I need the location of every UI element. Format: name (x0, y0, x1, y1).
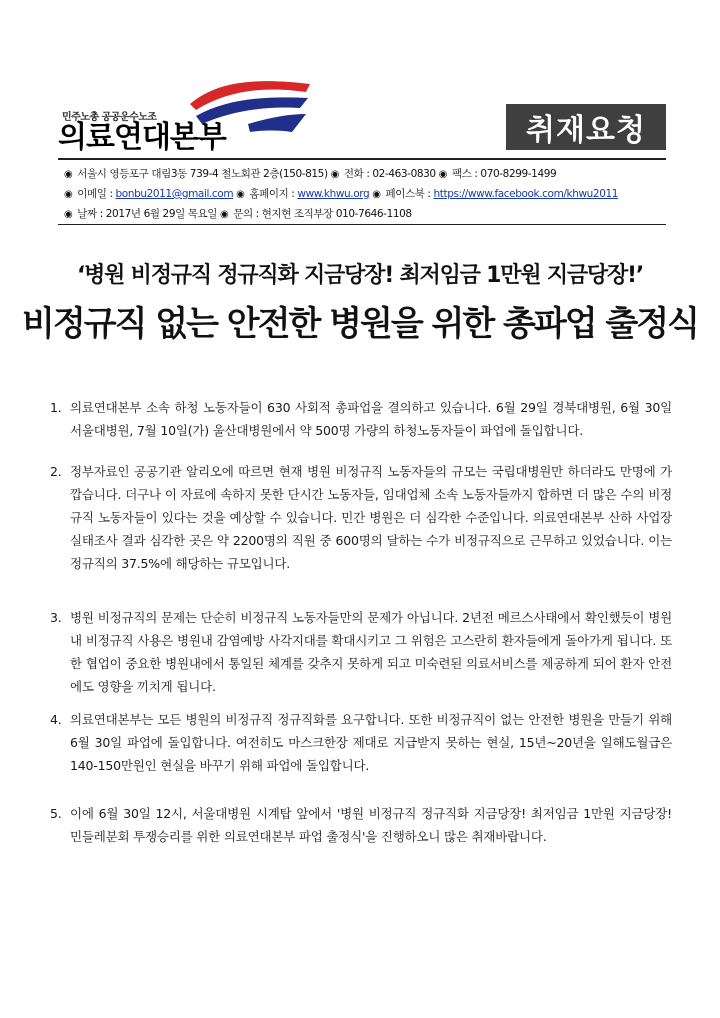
list-item (50, 606, 672, 698)
date: 날짜 : 2017년 6월 29일 목요일 (77, 208, 218, 220)
item-number: 4. (50, 712, 62, 727)
contact-line-date (64, 206, 412, 221)
contact-line-online (64, 186, 618, 201)
contact-info (58, 158, 666, 225)
phone: 전화 : 02-463-0830 (343, 168, 436, 180)
item-number: 2. (50, 464, 62, 479)
item-text: 의료연대본부는 모든 병원의 비정규직 정규직화를 요구합니다. 또한 비정규직이 없는 안전한 병원을 만들기 위해 6월 30일 파업에 돌입합니다. 여전히도 마스크한장 제대로 지급받지 못하는 현실, 15년~20년을 일해도월급은 140-150만원인 현실을 바꾸기 위해 파업에 돌입합니다. (70, 712, 672, 773)
list-item (50, 708, 672, 777)
document-title: 비정규직 없는 안전한 병원을 위한 총파업 출정식 (22, 304, 698, 344)
email-label: 이메일 : (77, 188, 116, 200)
email-link[interactable]: bonbu2011@gmail.com (115, 188, 234, 200)
list-item (50, 802, 672, 848)
item-text: 의료연대본부 소속 하청 노동자들이 630 사회적 총파업을 결의하고 있습니다. 6월 29일 경북대병원, 6월 30일 서울대병원, 7월 10일(가) 울산대병원에서 약 500명 가량의 하청노동자들이 파업에 돌입합니다. (70, 400, 672, 438)
document-subtitle: ‘병원 비정규직 정규직화 지금당장! 최저임금 1만원 지금당장!’ (76, 263, 644, 288)
organization-name: 의료연대본부 (58, 120, 226, 155)
list-item (50, 396, 672, 442)
bullet-icon: ◉ (64, 209, 73, 220)
letterhead (58, 70, 668, 226)
bullet-icon: ◉ (438, 169, 447, 180)
contact-line-address (64, 166, 556, 181)
address: 서울시 영등포구 대림3동 739-4 철노회관 2층(150-815) (77, 168, 328, 180)
facebook-label: 페이스북 : (385, 188, 434, 200)
item-text: 이에 6월 30일 12시, 서울대병원 시계탑 앞에서 '병원 비정규직 정규직화 지금당장! 최저임금 1만원 지금당장! 민들레분회 투쟁승리를 위한 의료연대본부 파업 출정식'을 진행하오니 많은 취재바랍니다. (70, 806, 672, 844)
list-item (50, 460, 672, 575)
inquiry: 문의 : 현지현 조직부장 010-7646-1108 (233, 208, 412, 220)
bullet-icon: ◉ (219, 209, 229, 220)
bullet-icon: ◉ (330, 169, 339, 180)
item-number: 1. (50, 400, 62, 415)
homepage-link[interactable]: www.khwu.org (297, 188, 370, 200)
item-number: 5. (50, 806, 62, 821)
bullet-icon: ◉ (236, 189, 245, 200)
item-number: 3. (50, 610, 62, 625)
bullet-icon: ◉ (64, 169, 73, 180)
fax: 팩스 : 070-8299-1499 (451, 168, 557, 180)
bullet-icon: ◉ (64, 189, 73, 200)
bullet-icon: ◉ (372, 189, 381, 200)
item-text: 병원 비정규직의 문제는 단순히 비정규직 노동자들만의 문제가 아닙니다. 2년전 메르스사태에서 확인했듯이 병원내 비정규직 사용은 병원내 감염예방 사각지대를 확대시키고 그 위험은 고스란히 환자들에게 돌아가게 됩니다. 또한 협업이 중요한 병원내에서 통일된 체계를 갖추지 못하게 되고 미숙련된 의료서비스를 제공하게 되어 환자 안전에도 영향을 끼치게 됩니다. (70, 610, 672, 694)
union-name: 민주노총 공공운수노조 (62, 112, 157, 123)
document-type-badge: 취재요청 (506, 104, 666, 150)
item-text: 정부자료인 공공기관 알리오에 따르면 현재 병원 비정규직 노동자들의 규모는 국립대병원만 하더라도 만명에 가깝습니다. 더구나 이 자료에 속하지 못한 단시간 노동자들, 임대업체 소속 노동자들까지 합하면 더 많은 수의 비정규직 노동자들이 있다는 것을 예상할 수 있습니다. 민간 병원은 더 심각한 수준입니다. 의료연대본부 산하 사업장 실태조사 결과 심각한 곳은 약 2200명의 직원 중 600명의 달하는 수가 비정규직으로 근무하고 있었습니다. 이는 정규직의 37.5%에 해당하는 규모입니다. (70, 464, 672, 571)
facebook-link[interactable]: https://www.facebook.com/khwu2011 (433, 188, 619, 200)
homepage-label: 홈페이지 : (249, 188, 298, 200)
